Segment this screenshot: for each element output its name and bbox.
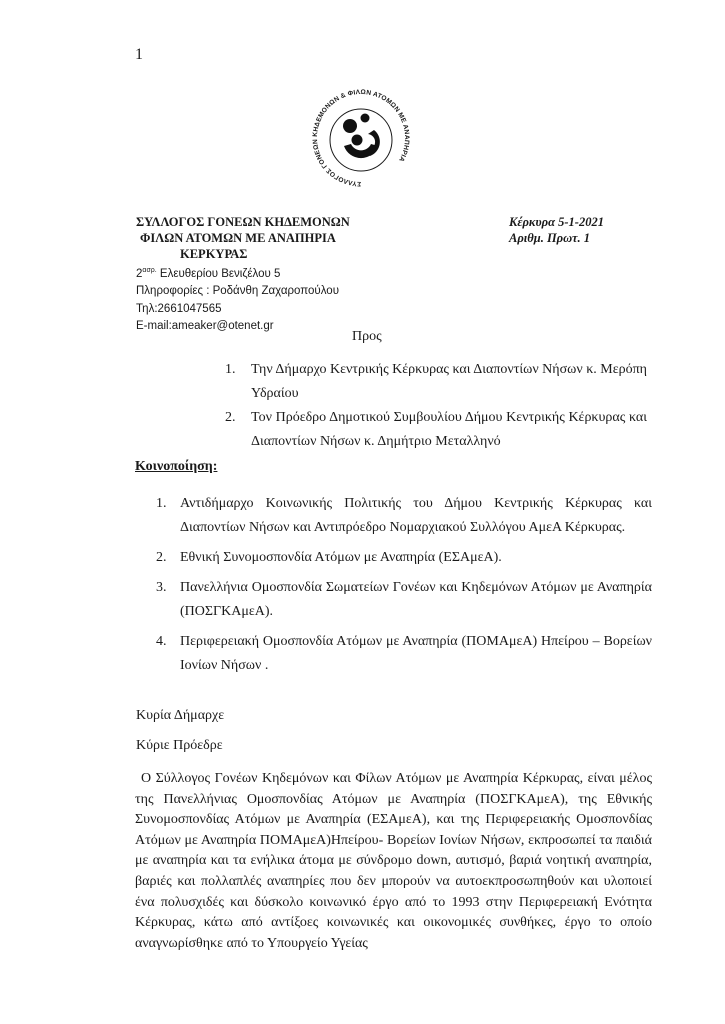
association-logo <box>308 84 414 196</box>
org-name-line1: ΣΥΛΛΟΓΟΣ ΓΟΝΕΩΝ ΚΗΔΕΜΟΝΩΝ <box>136 215 350 229</box>
to-label: Προς <box>352 329 382 344</box>
letter-date: Κέρκυρα 5-1-2021 <box>509 215 604 229</box>
sender-address: $2^{\alpha\sigma\rho.}$ Ελευθερίου Βενιζέλου 5 <box>136 267 281 280</box>
salutation-president: Κύριε Πρόεδρε <box>136 738 223 753</box>
svg-text:ΣΥΛΛΟΓΟΣ ΓΟΝΕΩΝ ΚΗΔΕΜΟΝΩΝ & ΦΙ: ΣΥΛΛΟΓΟΣ ΓΟΝΕΩΝ ΚΗΔΕΜΟΝΩΝ & ΦΙΛΩΝ ΑΤΟΜΩΝ ΜΕ ΑΝΑΠΗΡΙΑ <box>311 88 411 188</box>
org-name-line2: ΦΙΛΩΝ ΑΤΟΜΩΝ ΜΕ ΑΝΑΠΗΡΙΑ <box>140 231 336 245</box>
sender-email: E-mail:ameaker@otenet.gr <box>136 320 274 333</box>
sender-contact <box>136 262 339 336</box>
list-item: 1. Την Δήμαρχο Κεντρικής Κέρκυρας και Διαποντίων Νήσων κ. Μερόπη Υδραίου <box>225 362 647 401</box>
recipients-list <box>225 358 647 454</box>
sender-info: Πληροφορίες : Ροδάνθη Ζαχαροπούλου <box>136 285 339 298</box>
letter-meta <box>509 214 604 246</box>
org-name-line3: ΚΕΡΚΥΡΑΣ <box>180 247 248 261</box>
list-item: 1. Αντιδήμαρχο Κοινωνικής Πολιτικής του Δήμου Κεντρικής Κέρκυρας και Διαποντίων Νήσων και Αντιπρόεδρο Νομαρχιακού Συλλόγου ΑμεΑ Κέρκυρας. <box>156 496 652 535</box>
list-item: 2. Εθνική Συνομοσπονδία Ατόμων με Αναπηρία (ΕΣΑμεΑ). <box>156 550 502 565</box>
sender-phone: Τηλ:2661047565 <box>136 302 222 315</box>
list-item: 4. Περιφερειακή Ομοσπονδία Ατόμων με Αναπηρία (ΠΟΜΑμεΑ) Ηπείρου – Βορείων Ιονίων Νήσων . <box>156 634 652 673</box>
letter-body: Ο Σύλλογος Γονέων Κηδεμόνων και Φίλων Ατόμων με Αναπηρία Κέρκυρας, είναι μέλος της Πανελλήνιας Ομοσπονδίας Ατόμων με Αναπηρία (ΠΟΣΓΚΑμεΑ), της Εθνικής Συνομοσπονδίας Ατόμων με Αναπηρία (ΕΣΑμεΑ), και της Περιφερειακής Ομοσπονδίας Ατόμων με Αναπηρία ΠΟΜΑμεΑ)Ηπείρου- Βορείων Ιονίων Νήσων, εκπροσωπεί τα παιδιά με αναπηρία και τα ενήλικα άτομα με σύνδρομο down, αυτισμό, βαριά νοητική αναπηρία, βαριές και πολλαπλές αναπηρίες που δεν μπορούν να αυτοεκπροσωπηθούν και υλοποιεί ένα πολυσχιδές και δύσκολο κοινωνικό έργο από το 1993 στην Περιφερειακή Ενότητα Κέρκυρας, κάτω από αντίξοες κοινωνικές και οικονομικές συνθήκες, έργο το οποίο αναγνωρίσθηκε από το Υπουργείο Υγείας <box>135 771 652 951</box>
list-item: 2. Τον Πρόεδρο Δημοτικού Συμβουλίου Δήμου Κεντρικής Κέρκυρας και Διαποντίων Νήσων κ. Δημήτριο Μεταλληνό <box>225 410 647 449</box>
cc-heading: Κοινοποίηση: <box>135 459 218 474</box>
sender-organization <box>136 214 350 262</box>
cc-list <box>156 492 652 684</box>
page-number: 1 <box>135 46 143 63</box>
protocol-number: Αριθμ. Πρωτ. 1 <box>509 231 591 245</box>
salutation-mayor: Κυρία Δήμαρχε <box>136 708 225 723</box>
list-item: 3. Πανελλήνια Ομοσπονδία Σωματείων Γονέων και Κηδεμόνων Ατόμων με Αναπηρία (ΠΟΣΓΚΑμεΑ). <box>156 580 652 619</box>
